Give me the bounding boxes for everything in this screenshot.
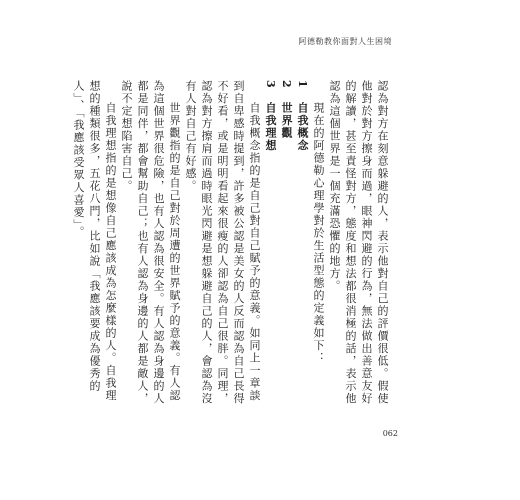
body-text <box>72 80 390 410</box>
section-heading-worldview: 2 世界觀 <box>280 80 293 140</box>
paragraph: 自我概念指的是自己對自己賦予的意義。如同上一章談到自卑感時提到，許多被公認是美女的人反而認為自己長得不好看，或是明明看起來很瘦的人卻認為自己很胖。同理，認為對方擦肩而過時眼光閃避是想躲避自己的人，會認為沒有人對自己有好感。 <box>184 80 261 405</box>
paragraph: 現在的阿德勒心理學對於生活型態的定義如下： <box>312 102 325 365</box>
running-header: 阿德勒教你面對人生困境 <box>298 37 392 46</box>
section-heading-self-concept: 1 自我概念 <box>296 80 309 152</box>
paragraph: 世界觀指的是自己對於周遭的世界賦予的意義。有人認為這個世界很危險，也有人認為很安全。有人認為身邊的人都是同伴，都會幫助自己；也有人認為身邊的人都是敵人，說不定想陷害自己。 <box>120 80 181 405</box>
paragraph: 自我理想指的是想像自己應該成為怎麼樣的人。自我理想的種類很多，五花八門，比如說「我應該要成為優秀的人」、「我應該受眾人喜愛」。 <box>72 80 117 402</box>
paragraph: 認為對方在刻意躲避的人，表示他對自己的評價很低。假使他對於對方擦身而過，眼神閃避的行為，無法做出善意友好的解讀，甚至責怪對方，態度和想法都很消極的話，表示他認為這個世界是一個充滿恐懼的地方。 <box>328 80 389 405</box>
section-heading-self-ideal: 3 自我理想 <box>264 80 277 152</box>
page-number: 062 <box>382 429 398 438</box>
